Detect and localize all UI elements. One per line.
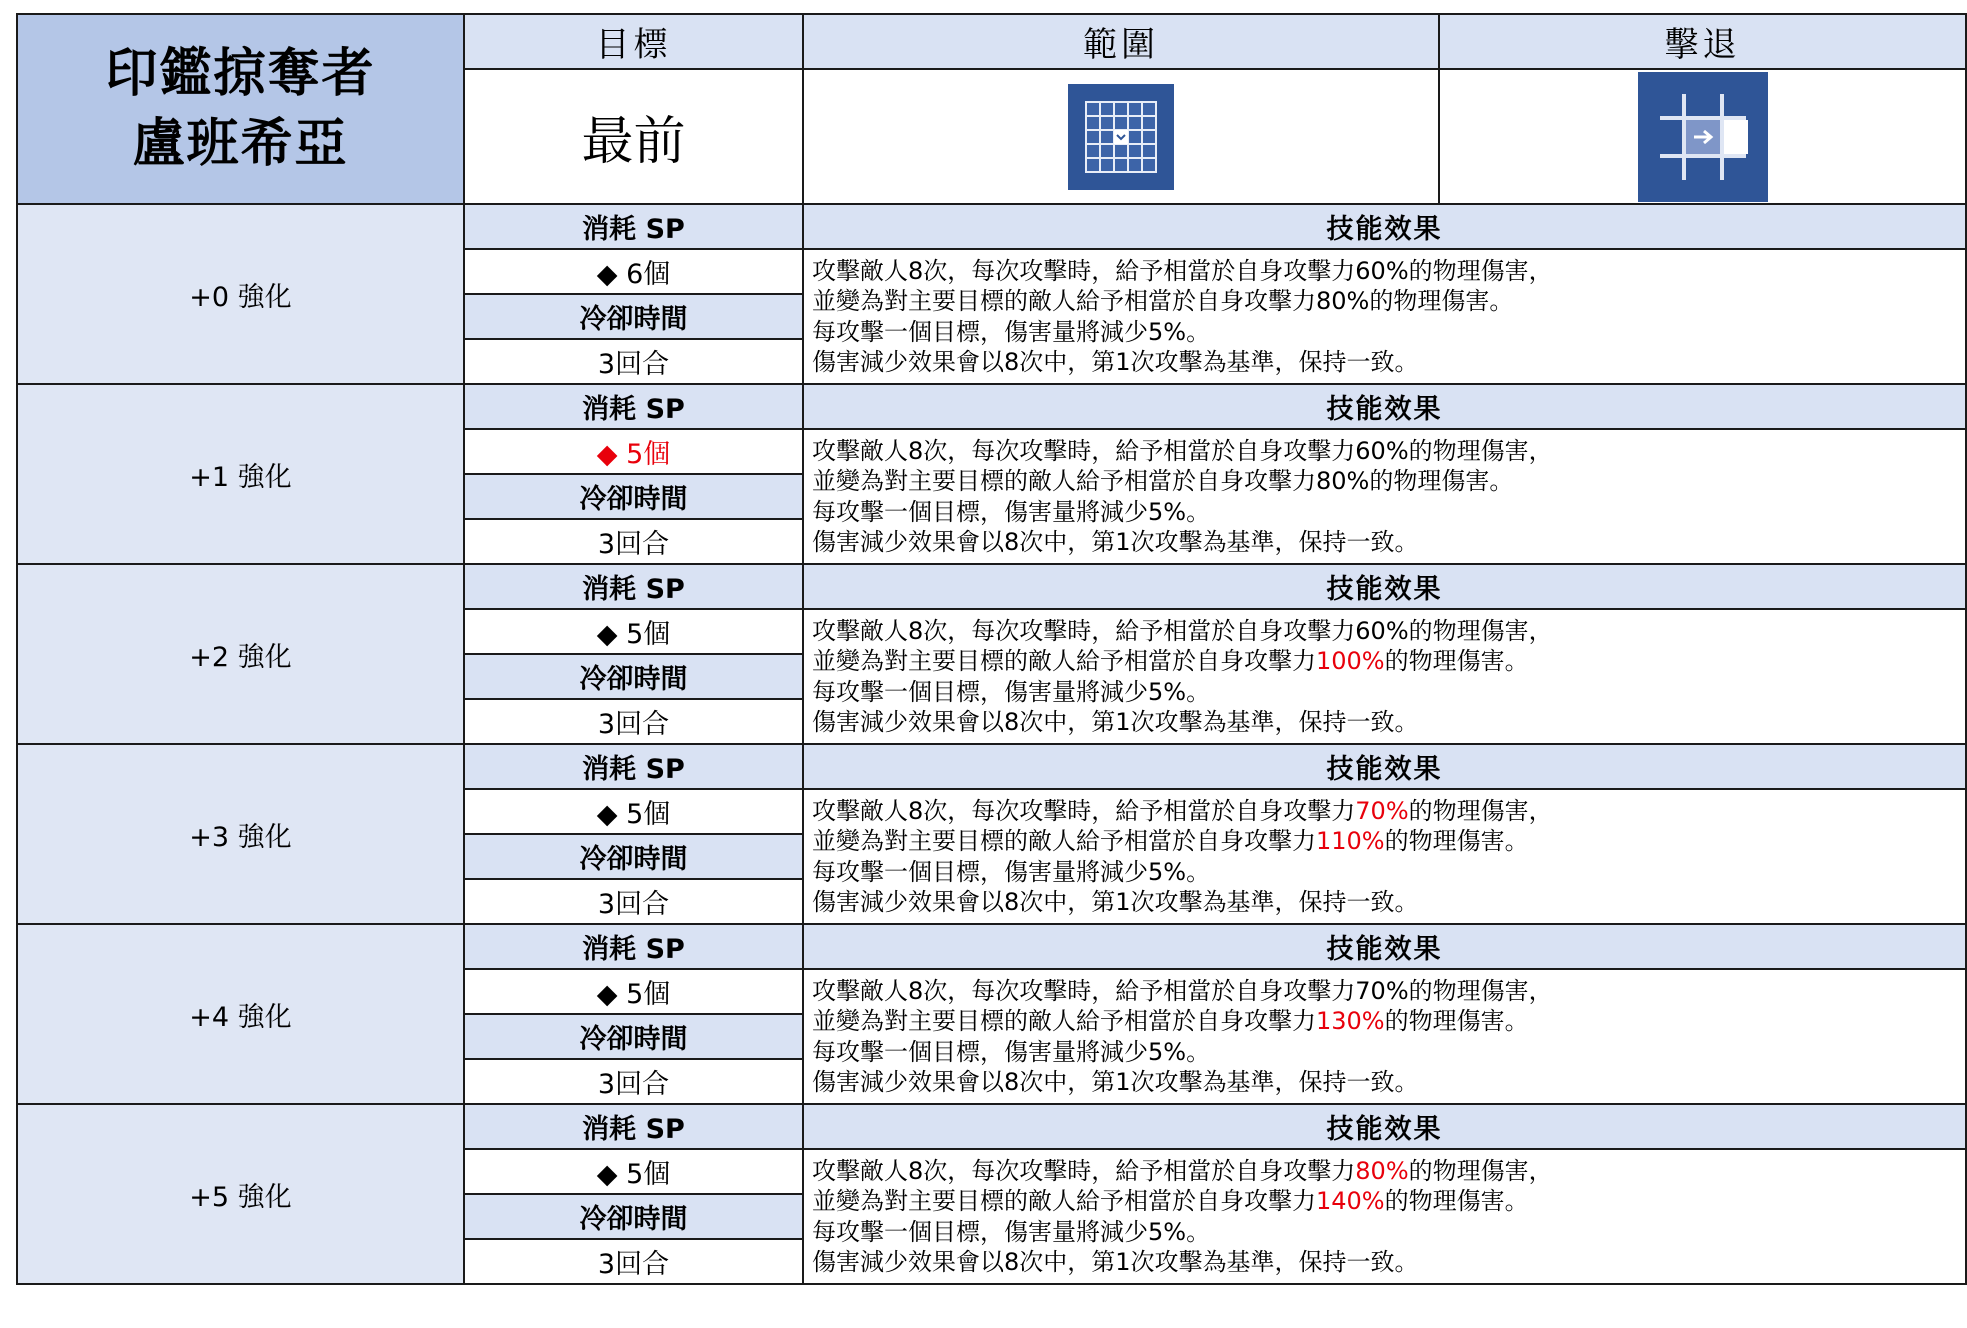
knockback-header: 擊退 [1439,14,1966,69]
effect-line [812,1067,1965,1098]
cooldown-label: 冷卻時間 [464,1014,803,1059]
knockback-cell [1439,69,1966,204]
sp-count: 6個 [626,259,671,290]
effect-line [812,286,1965,317]
effect-header: 技能效果 [803,564,1966,609]
effect-text: 攻擊敵人8次，每次攻擊時，給予相當於自身攻擊力 [812,796,1356,825]
sp-value [464,1149,803,1194]
effect-text: 傷害減少效果會以8次中，第1次攻擊為基準，保持一致。 [812,1248,1419,1276]
effect-text: 攻擊敵人8次，每次攻擊時，給予相當於自身攻擊力 [812,616,1356,645]
effect-text: 每攻擊一個目標，傷害量將減少5%。 [812,677,1211,706]
effect-line [812,1247,1965,1278]
sp-count: 5個 [626,1159,671,1190]
effect-line [812,646,1965,677]
effect-text: 並變為對主要目標的敵人給予相當於自身攻擊力 [812,467,1316,495]
effect-line [812,796,1965,827]
level-label: +3 強化 [17,744,464,924]
sp-count: 5個 [626,619,671,650]
level-label: +2 強化 [17,564,464,744]
sp-label: 消耗 SP [464,564,803,609]
effect-text: 每攻擊一個目標，傷害量將減少5%。 [812,1037,1211,1066]
knockback-grid-icon [1638,72,1768,202]
cooldown-value: 3回合 [464,1239,803,1284]
effect-value: 80% [1316,287,1370,315]
effect-text: 並變為對主要目標的敵人給予相當於自身攻擊力 [812,1007,1316,1035]
effect-value: 100% [1316,647,1385,675]
effect-text: 的物理傷害， [1408,436,1553,465]
effect-value: 70% [1355,976,1409,1005]
effect-text: 每攻擊一個目標，傷害量將減少5%。 [812,1217,1211,1246]
effect-line [812,436,1965,467]
sp-label: 消耗 SP [464,924,803,969]
effect-line [812,256,1965,287]
header-row [17,14,1966,69]
sp-diamond-icon: ◆ [596,979,618,1010]
effect-description [803,429,1966,564]
character-name-line2: 盧班希亞 [132,114,349,174]
effect-value: 140% [1316,1187,1385,1215]
effect-text: 並變為對主要目標的敵人給予相當於自身攻擊力 [812,1187,1316,1215]
effect-text: 的物理傷害。 [1369,287,1514,315]
range-grid-icon [1068,84,1174,190]
effect-text: 的物理傷害。 [1384,1187,1529,1215]
cooldown-value: 3回合 [464,1059,803,1104]
range-cell [803,69,1439,204]
effect-line [812,317,1965,348]
effect-text: 傷害減少效果會以8次中，第1次攻擊為基準，保持一致。 [812,888,1419,916]
cooldown-label: 冷卻時間 [464,1194,803,1239]
sp-diamond-icon: ◆ [596,1159,618,1190]
effect-header: 技能效果 [803,204,1966,249]
effect-text: 攻擊敵人8次，每次攻擊時，給予相當於自身攻擊力 [812,976,1356,1005]
effect-text: 攻擊敵人8次，每次攻擊時，給予相當於自身攻擊力 [812,256,1356,285]
effect-value: 110% [1316,827,1385,855]
effect-line [812,497,1965,528]
cooldown-label: 冷卻時間 [464,294,803,339]
effect-text: 的物理傷害， [1408,1156,1553,1185]
effect-text: 的物理傷害， [1408,256,1553,285]
level-row [17,744,1966,789]
cooldown-value: 3回合 [464,519,803,564]
level-label: +5 強化 [17,1104,464,1284]
sp-diamond-icon: ◆ [596,259,618,290]
effect-text: 每攻擊一個目標，傷害量將減少5%。 [812,497,1211,526]
sp-value [464,789,803,834]
effect-line [812,1156,1965,1187]
effect-text: 的物理傷害。 [1369,467,1514,495]
effect-text: 傷害減少效果會以8次中，第1次攻擊為基準，保持一致。 [812,348,1419,376]
level-row [17,384,1966,429]
cooldown-value: 3回合 [464,699,803,744]
effect-line [812,887,1965,918]
level-row [17,1104,1966,1149]
effect-text: 的物理傷害。 [1384,827,1529,855]
effect-header: 技能效果 [803,1104,1966,1149]
effect-description [803,609,1966,744]
sp-count: 5個 [626,979,671,1010]
cooldown-label: 冷卻時間 [464,654,803,699]
effect-line [812,616,1965,647]
effect-line [812,527,1965,558]
effect-line [812,857,1965,888]
effect-value: 80% [1316,467,1370,495]
sp-value [464,969,803,1014]
sp-label: 消耗 SP [464,204,803,249]
effect-text: 並變為對主要目標的敵人給予相當於自身攻擊力 [812,647,1316,675]
effect-text: 並變為對主要目標的敵人給予相當於自身攻擊力 [812,827,1316,855]
effect-description [803,1149,1966,1284]
effect-line [812,1006,1965,1037]
effect-value: 60% [1355,256,1409,285]
sp-value [464,249,803,294]
target-value: 最前 [464,69,803,204]
effect-text: 每攻擊一個目標，傷害量將減少5%。 [812,317,1211,346]
sp-value [464,609,803,654]
effect-line [812,1186,1965,1217]
effect-text: 並變為對主要目標的敵人給予相當於自身攻擊力 [812,287,1316,315]
effect-value: 70% [1355,796,1409,825]
effect-text: 每攻擊一個目標，傷害量將減少5%。 [812,857,1211,886]
target-header: 目標 [464,14,803,69]
effect-line [812,1037,1965,1068]
effect-value: 60% [1355,436,1409,465]
sp-count: 5個 [626,439,671,470]
cooldown-value: 3回合 [464,879,803,924]
level-row [17,564,1966,609]
effect-line [812,677,1965,708]
effect-line [812,466,1965,497]
cooldown-label: 冷卻時間 [464,834,803,879]
cooldown-value: 3回合 [464,339,803,384]
effect-value: 80% [1355,1156,1409,1185]
effect-text: 攻擊敵人8次，每次攻擊時，給予相當於自身攻擊力 [812,436,1356,465]
effect-text: 的物理傷害， [1408,796,1553,825]
skill-table [16,13,1967,1285]
sp-value [464,429,803,474]
character-name [17,14,464,204]
level-row [17,924,1966,969]
effect-header: 技能效果 [803,384,1966,429]
sp-diamond-icon: ◆ [596,619,618,650]
sp-label: 消耗 SP [464,744,803,789]
effect-line [812,347,1965,378]
effect-text: 攻擊敵人8次，每次攻擊時，給予相當於自身攻擊力 [812,1156,1356,1185]
level-label: +4 強化 [17,924,464,1104]
effect-text: 的物理傷害。 [1384,1007,1529,1035]
effect-header: 技能效果 [803,744,1966,789]
level-row [17,204,1966,249]
effect-line [812,976,1965,1007]
effect-header: 技能效果 [803,924,1966,969]
effect-line [812,707,1965,738]
sp-label: 消耗 SP [464,384,803,429]
level-label: +0 強化 [17,204,464,384]
range-header: 範圍 [803,14,1439,69]
cooldown-label: 冷卻時間 [464,474,803,519]
effect-value: 60% [1355,616,1409,645]
sp-diamond-icon: ◆ [596,799,618,830]
effect-description [803,969,1966,1104]
effect-text: 傷害減少效果會以8次中，第1次攻擊為基準，保持一致。 [812,528,1419,556]
effect-text: 的物理傷害， [1408,976,1553,1005]
effect-value: 130% [1316,1007,1385,1035]
level-label: +1 強化 [17,384,464,564]
effect-text: 傷害減少效果會以8次中，第1次攻擊為基準，保持一致。 [812,1068,1419,1096]
effect-line [812,1217,1965,1248]
effect-text: 的物理傷害。 [1384,647,1529,675]
character-name-line1: 印鑑掠奪者 [105,44,376,104]
effect-text: 的物理傷害， [1408,616,1553,645]
effect-line [812,826,1965,857]
sp-diamond-icon: ◆ [596,439,618,470]
sp-label: 消耗 SP [464,1104,803,1149]
sp-count: 5個 [626,799,671,830]
effect-description [803,249,1966,384]
effect-description [803,789,1966,924]
effect-text: 傷害減少效果會以8次中，第1次攻擊為基準，保持一致。 [812,708,1419,736]
